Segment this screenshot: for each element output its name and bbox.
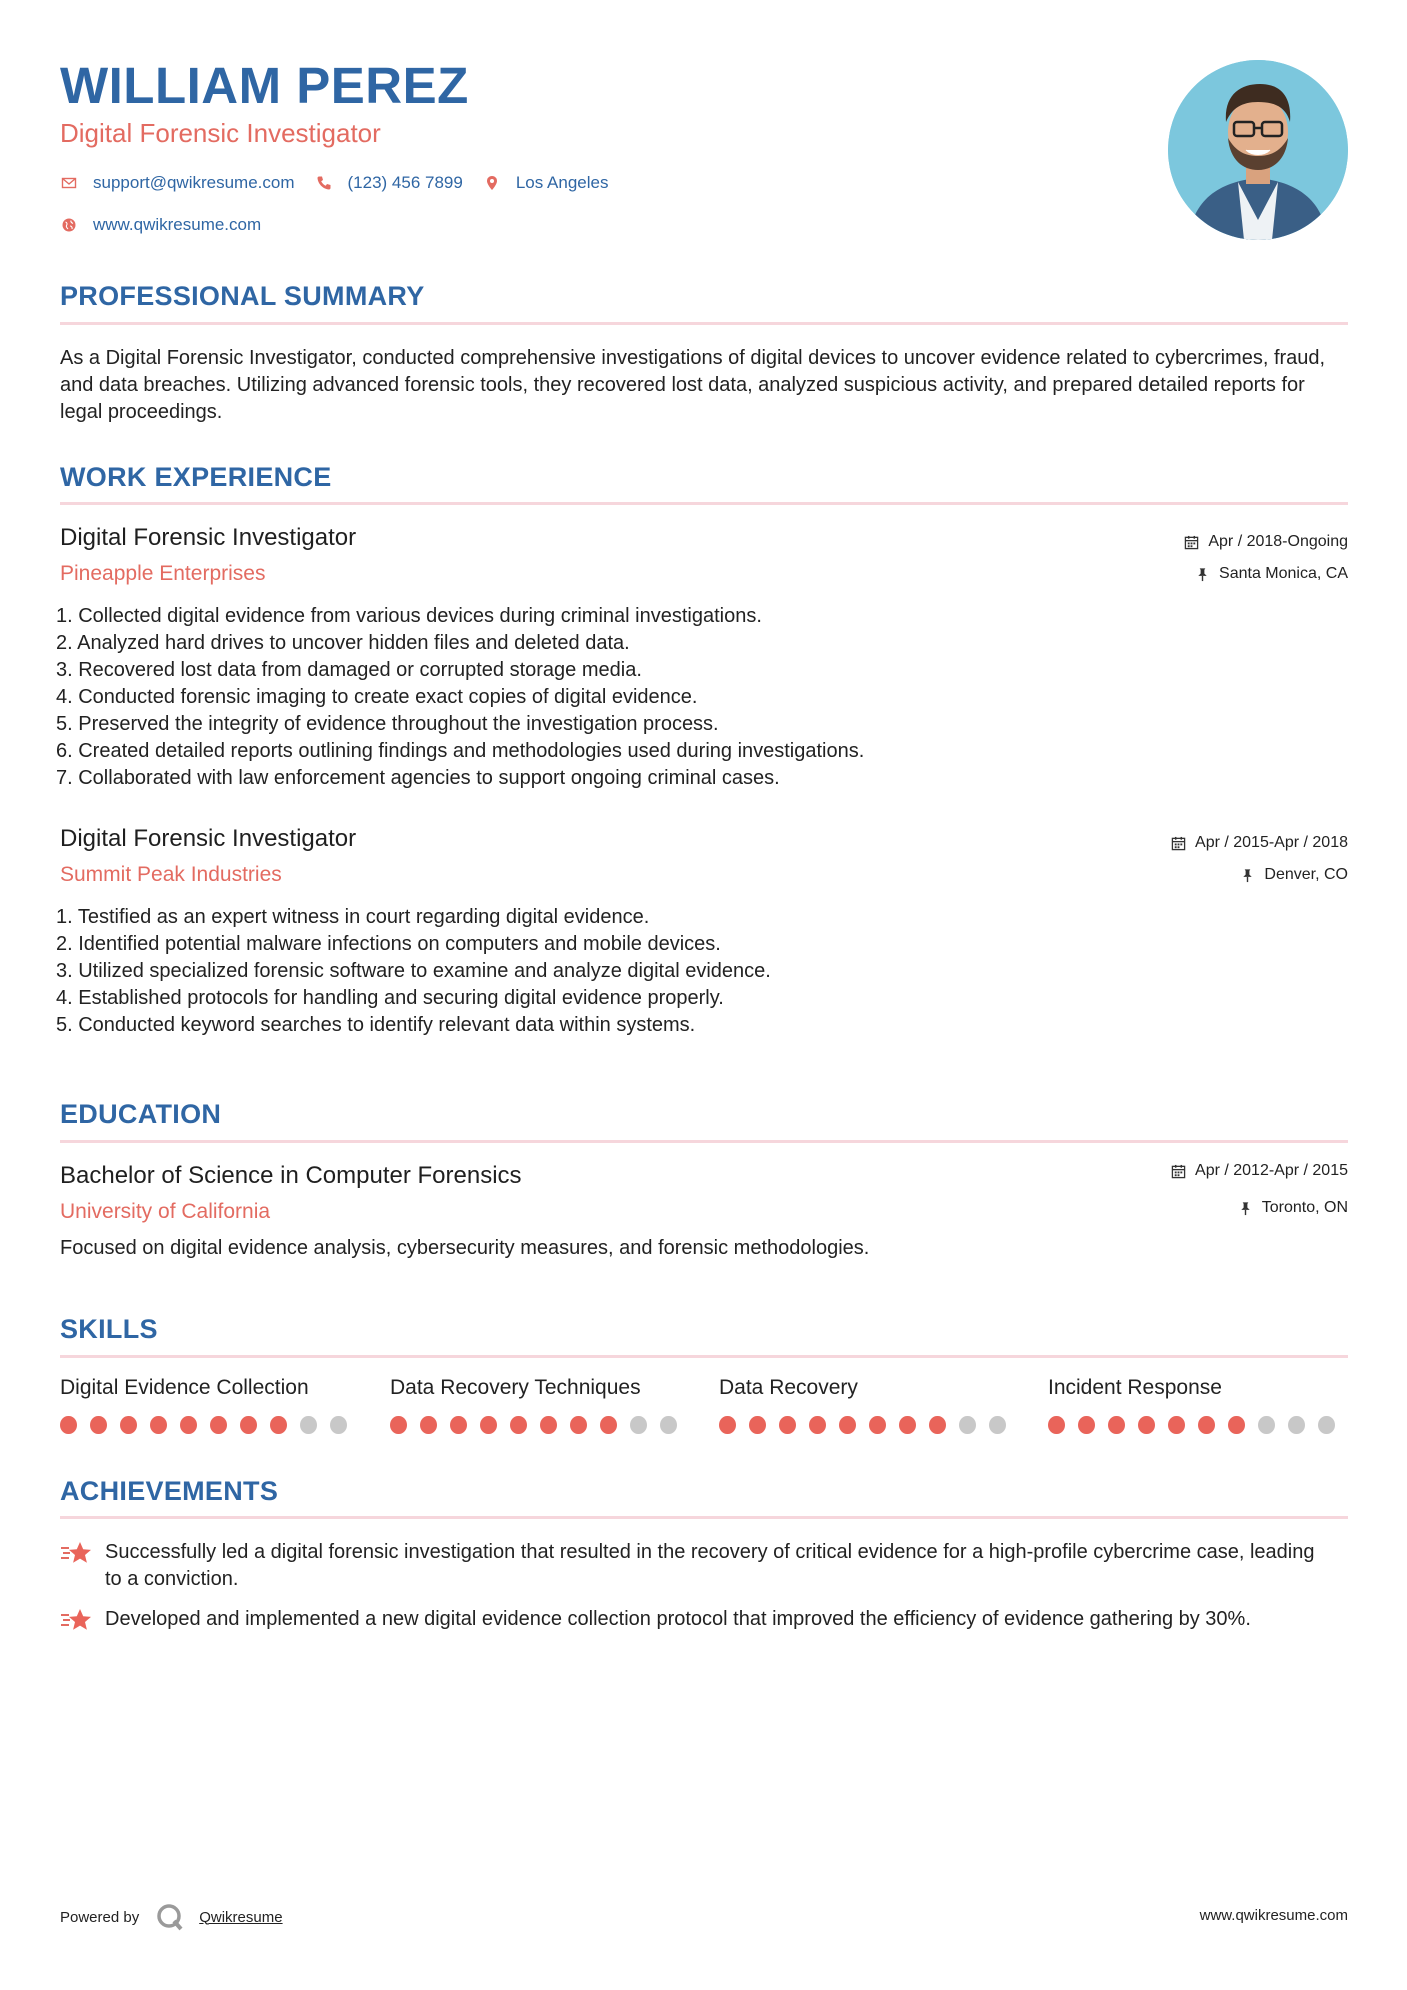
pushpin-icon — [1238, 1201, 1253, 1216]
skill-dot-filled — [899, 1416, 916, 1434]
achievement-text: Developed and implemented a new digital evidence collection protocol that improved the efficiency of evidence gathering by 30%. — [105, 1608, 1251, 1630]
contact-location — [483, 173, 609, 193]
job-location — [1195, 565, 1348, 583]
degree-title: Bachelor of Science in Computer Forensics — [60, 1162, 522, 1189]
experience-heading: WORK EXPERIENCE — [60, 462, 332, 492]
school-name: University of California — [60, 1200, 271, 1223]
list-item: 2. Analyzed hard drives to uncover hidden files and deleted data. — [56, 632, 630, 654]
education-divider — [60, 1140, 1348, 1143]
skill-dot-filled — [570, 1416, 587, 1434]
skill-item — [719, 1376, 1019, 1434]
skill-dot-empty — [660, 1416, 677, 1434]
summary-text: As a Digital Forensic Investigator, conducted comprehensive investigations of digital devices to uncover evidence related to cybercrimes, fraud, and data breaches. Utilizing advanced forensic tools, they recovered lost data, analyzed suspicious activity, and prepared detailed reports for legal proceedings. — [60, 347, 1326, 423]
achievement-text: Successfully led a digital forensic investigation that resulted in the recovery of critical evidence for a high-profile cybercrime case, leading to a conviction. — [105, 1541, 1315, 1590]
summary-heading: PROFESSIONAL SUMMARY — [60, 281, 425, 311]
skill-dot-filled — [450, 1416, 467, 1434]
calendar-icon — [1184, 535, 1199, 550]
list-item: 7. Collaborated with law enforcement agencies to support ongoing criminal cases. — [56, 767, 780, 789]
qwikresume-link[interactable]: Qwikresume — [199, 1908, 283, 1926]
skill-dot-filled — [210, 1416, 227, 1434]
contact-phone[interactable] — [315, 173, 463, 193]
contact-website-text: www.qwikresume.com — [93, 215, 262, 234]
skill-dot-filled — [60, 1416, 77, 1434]
skill-name: Data Recovery Techniques — [390, 1376, 641, 1399]
skill-name: Data Recovery — [719, 1376, 858, 1399]
skill-dot-empty — [1318, 1416, 1335, 1434]
skill-dot-empty — [630, 1416, 647, 1434]
qwikresume-logo-icon — [155, 1902, 185, 1932]
skill-dot-filled — [929, 1416, 946, 1434]
skill-dot-filled — [120, 1416, 137, 1434]
experience-divider — [60, 502, 1348, 505]
contact-phone-text: (123) 456 7899 — [347, 173, 463, 192]
skill-rating — [719, 1416, 1019, 1434]
skill-dot-filled — [1048, 1416, 1065, 1434]
education-location-text: Toronto, ON — [1261, 1199, 1348, 1216]
list-item: 4. Established protocols for handling and securing digital evidence properly. — [56, 987, 724, 1009]
skill-rating — [60, 1416, 360, 1434]
skill-dot-empty — [330, 1416, 347, 1434]
skill-dot-filled — [779, 1416, 796, 1434]
education-dates-text: Apr / 2012-Apr / 2015 — [1195, 1162, 1348, 1179]
skill-dot-filled — [1108, 1416, 1125, 1434]
footer-website[interactable]: www.qwikresume.com — [1199, 1907, 1348, 1924]
job-dates-text: Apr / 2018-Ongoing — [1208, 533, 1348, 550]
skill-rating — [390, 1416, 690, 1434]
achievements-divider — [60, 1516, 1348, 1519]
education-heading: EDUCATION — [60, 1099, 222, 1129]
skill-item — [390, 1376, 690, 1434]
list-item: 3. Utilized specialized forensic software to examine and analyze digital evidence. — [56, 960, 771, 982]
pushpin-icon — [1195, 567, 1210, 582]
skill-dot-filled — [1168, 1416, 1185, 1434]
list-item: 3. Recovered lost data from damaged or corrupted storage media. — [56, 659, 642, 681]
calendar-icon — [1171, 836, 1186, 851]
star-icon — [60, 1606, 105, 1639]
skill-dot-filled — [240, 1416, 257, 1434]
map-pin-icon — [483, 174, 501, 192]
list-item: 1. Testified as an expert witness in court regarding digital evidence. — [56, 906, 650, 928]
education-dates — [1171, 1162, 1348, 1180]
skill-dot-empty — [1288, 1416, 1305, 1434]
skill-dot-filled — [749, 1416, 766, 1434]
calendar-icon — [1171, 1164, 1186, 1179]
job-location-text: Denver, CO — [1264, 866, 1348, 883]
skill-name: Incident Response — [1048, 1376, 1222, 1399]
list-item: 2. Identified potential malware infections on computers and mobile devices. — [56, 933, 721, 955]
globe-icon — [60, 216, 78, 234]
education-location — [1238, 1199, 1348, 1217]
job-responsibilities — [56, 904, 1306, 1039]
skill-item — [1048, 1376, 1348, 1434]
skill-dot-empty — [300, 1416, 317, 1434]
contact-website[interactable] — [60, 215, 261, 235]
skill-dot-filled — [180, 1416, 197, 1434]
skill-dot-filled — [390, 1416, 407, 1434]
skill-dot-filled — [839, 1416, 856, 1434]
achievement-item — [60, 1539, 1350, 1593]
job-company: Pineapple Enterprises — [60, 562, 266, 585]
contact-email[interactable] — [60, 173, 295, 193]
pushpin-icon — [1240, 868, 1255, 883]
skill-dot-filled — [90, 1416, 107, 1434]
skill-dot-filled — [600, 1416, 617, 1434]
skills-divider — [60, 1355, 1348, 1358]
job-company: Summit Peak Industries — [60, 863, 282, 886]
skill-dot-filled — [1198, 1416, 1215, 1434]
list-item: 6. Created detailed reports outlining findings and methodologies used during investigations. — [56, 740, 865, 762]
skill-dot-filled — [480, 1416, 497, 1434]
phone-icon — [315, 174, 333, 192]
list-item: 1. Collected digital evidence from various devices during criminal investigations. — [56, 605, 762, 627]
skill-dot-filled — [869, 1416, 886, 1434]
skill-name: Digital Evidence Collection — [60, 1376, 309, 1399]
skill-dot-filled — [1078, 1416, 1095, 1434]
summary-divider — [60, 322, 1348, 325]
skill-dot-filled — [540, 1416, 557, 1434]
powered-by-label: Powered by — [60, 1908, 140, 1926]
skill-rating — [1048, 1416, 1348, 1434]
contact-location-text: Los Angeles — [515, 173, 609, 192]
list-item: 4. Conducted forensic imaging to create exact copies of digital evidence. — [56, 686, 698, 708]
contact-email-text: support@qwikresume.com — [93, 173, 295, 192]
contact-row-secondary — [60, 215, 281, 235]
skill-dot-filled — [1228, 1416, 1245, 1434]
skill-dot-empty — [989, 1416, 1006, 1434]
footer-powered-by — [60, 1902, 283, 1932]
education-description: Focused on digital evidence analysis, cybersecurity measures, and forensic methodologies. — [60, 1237, 870, 1259]
list-item: 5. Preserved the integrity of evidence throughout the investigation process. — [56, 713, 719, 735]
skill-dot-filled — [420, 1416, 437, 1434]
list-item: 5. Conducted keyword searches to identify relevant data within systems. — [56, 1014, 696, 1036]
contact-row-primary — [60, 173, 628, 193]
skill-item — [60, 1376, 360, 1434]
skill-dot-empty — [1258, 1416, 1275, 1434]
achievements-heading: ACHIEVEMENTS — [60, 1476, 279, 1506]
job-dates — [1184, 533, 1348, 551]
star-icon — [60, 1539, 105, 1593]
skill-dot-filled — [809, 1416, 826, 1434]
job-dates-text: Apr / 2015-Apr / 2018 — [1195, 834, 1348, 851]
skill-dot-filled — [719, 1416, 736, 1434]
candidate-role: Digital Forensic Investigator — [60, 118, 381, 148]
envelope-icon — [60, 174, 78, 192]
skills-heading: SKILLS — [60, 1314, 158, 1344]
skill-dot-filled — [150, 1416, 167, 1434]
candidate-name: WILLIAM PEREZ — [60, 57, 469, 114]
profile-photo — [1168, 60, 1348, 240]
job-dates — [1171, 834, 1348, 852]
achievement-item — [60, 1606, 1350, 1639]
job-title: Digital Forensic Investigator — [60, 825, 357, 852]
job-location — [1240, 866, 1348, 884]
skill-dot-filled — [1138, 1416, 1155, 1434]
skill-dot-empty — [959, 1416, 976, 1434]
job-responsibilities — [56, 603, 1306, 792]
job-title: Digital Forensic Investigator — [60, 524, 357, 551]
skill-dot-filled — [270, 1416, 287, 1434]
job-location-text: Santa Monica, CA — [1219, 565, 1348, 582]
skill-dot-filled — [510, 1416, 527, 1434]
